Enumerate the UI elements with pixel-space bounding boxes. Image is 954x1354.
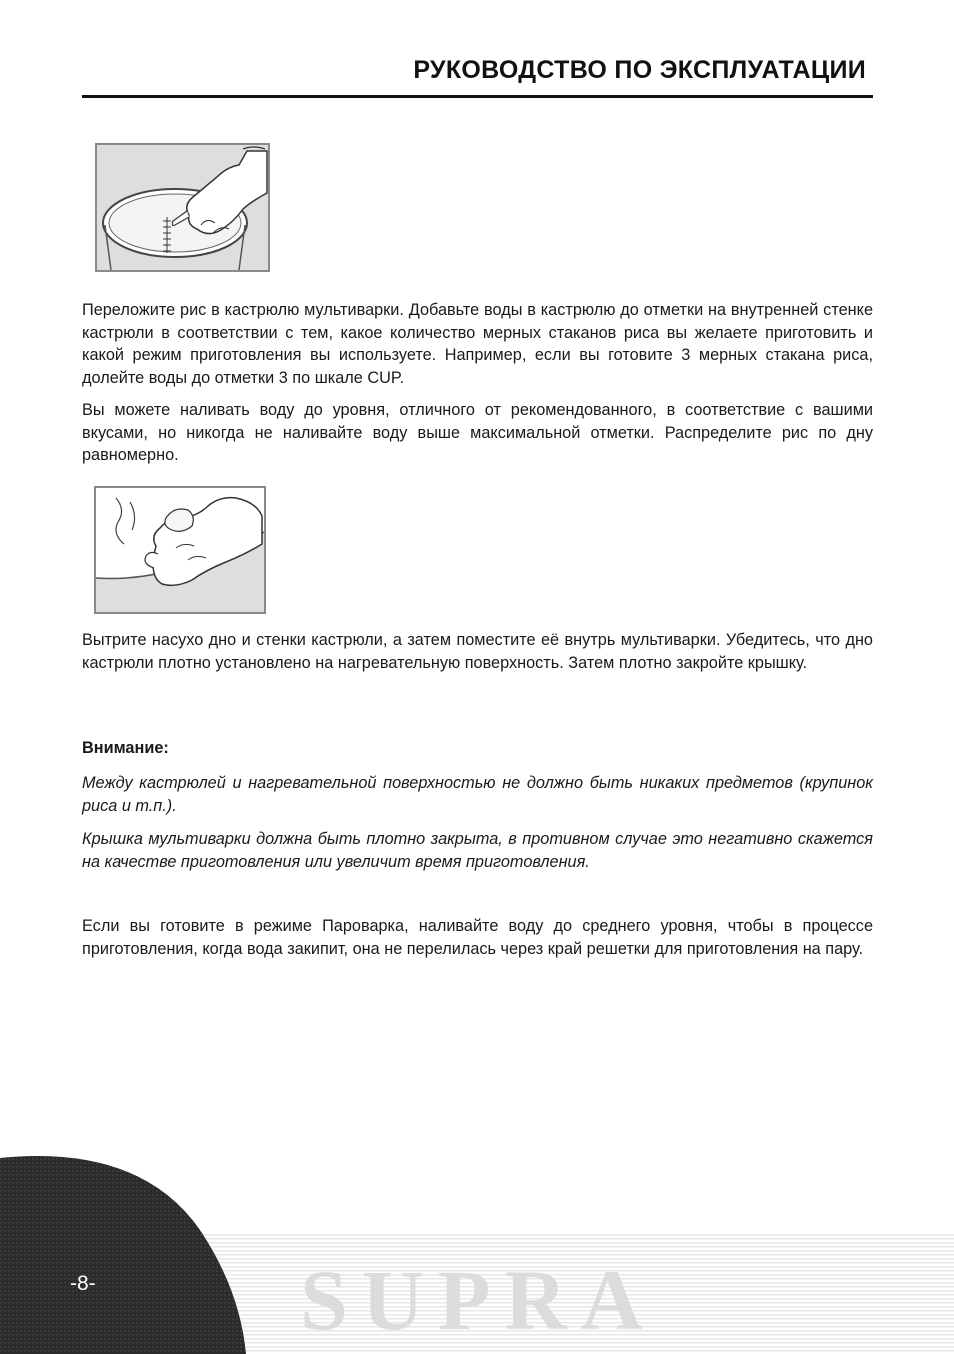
illustration-wipe-pot (94, 486, 266, 614)
illustration-water-level (95, 143, 270, 272)
paragraph-add-water: Переложите рис в кастрюлю мультиварки. Добавьте воды в кастрюлю до отметки на внутренней стенке кастрюли в соответствии с тем, какое количество мерных стаканов риса вы желаете приготовить и какой режим приготовления вы используете. Например, если вы готовите 3 мерных стакана риса, долейте воды до отметки 3 по шкале CUP. (82, 301, 873, 387)
warning-item: Между кастрюлей и нагревательной поверхностью не должно быть никаких предметов (крупинок риса и т.п.). (82, 774, 873, 815)
brand-watermark: SUPRA (300, 1252, 657, 1348)
warning-title: Внимание: (82, 739, 169, 757)
paragraph-steam-mode: Если вы готовите в режиме Пароварка, наливайте воду до среднего уровня, чтобы в процессе приготовления, когда вода закипит, она не перелилась через край решетки для приготовления на пару. (82, 917, 873, 958)
header-divider (82, 95, 873, 98)
warning-item: Крышка мультиварки должна быть плотно закрыта, в противном случае это негативно скажется на качестве приготовления или увеличит время приготовления. (82, 830, 873, 871)
page-number: -8- (70, 1272, 96, 1295)
paragraph-place-pot: Вытрите насухо дно и стенки кастрюли, а затем поместите её внутрь мультиварки. Убедитесь, что дно кастрюли плотно установлено на нагревательную поверхность. Затем плотно закройте крышку. (82, 631, 873, 672)
page-title: РУКОВОДСТВО ПО ЭКСПЛУАТАЦИИ (413, 56, 866, 84)
paragraph-water-level-note: Вы можете наливать воду до уровня, отличного от рекомендованного, в соответствие с вашими вкусами, но никогда не наливайте воду выше максимальной отметки. Распределите рис по дну равномерно. (82, 401, 873, 464)
